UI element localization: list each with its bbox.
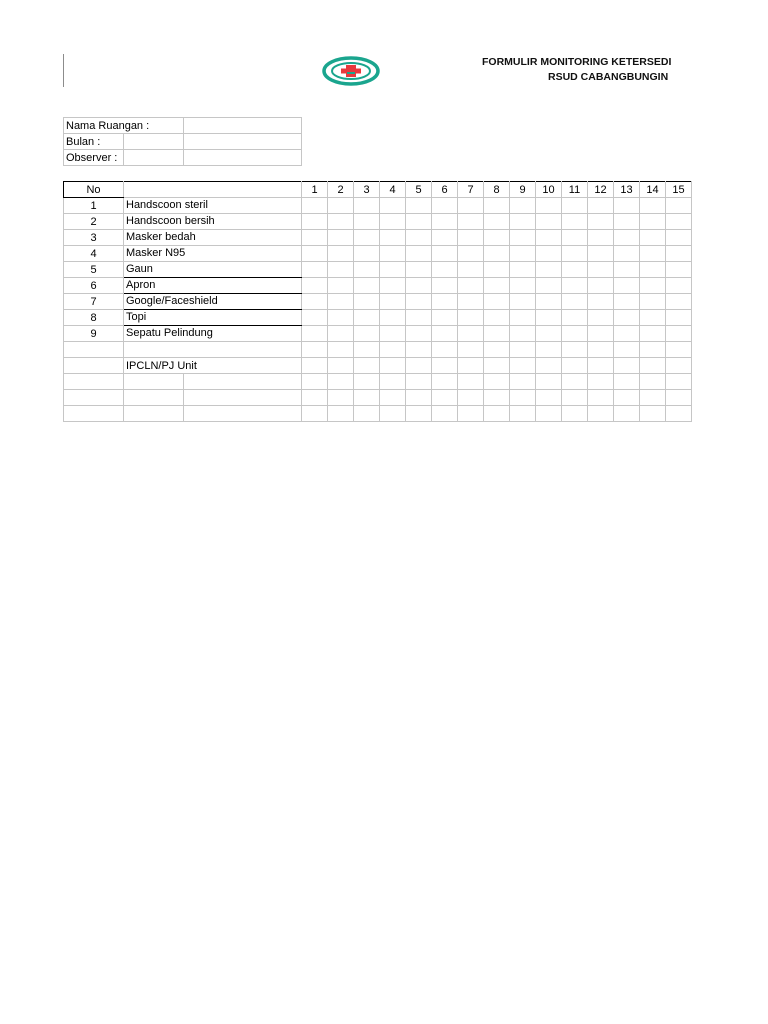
day-check-cell[interactable] [432, 294, 458, 310]
day-check-cell[interactable] [666, 198, 692, 214]
blank-row [64, 342, 692, 358]
blank-day-cell[interactable] [458, 374, 484, 390]
monitoring-table [63, 181, 692, 422]
item-name: Masker bedah [124, 230, 302, 246]
blank-day-cell[interactable] [354, 358, 380, 374]
day-check-cell[interactable] [536, 294, 562, 310]
blank-day-cell[interactable] [484, 390, 510, 406]
day-check-cell[interactable] [562, 326, 588, 342]
day-check-cell[interactable] [614, 198, 640, 214]
day-check-cell[interactable] [614, 294, 640, 310]
blank-day-cell[interactable] [484, 374, 510, 390]
day-check-cell[interactable] [354, 230, 380, 246]
month-label: Bulan : [64, 134, 124, 150]
blank-day-cell[interactable] [614, 374, 640, 390]
day-check-cell[interactable] [406, 198, 432, 214]
day-check-cell[interactable] [458, 310, 484, 326]
blank-day-cell[interactable] [380, 374, 406, 390]
day-check-cell[interactable] [380, 246, 406, 262]
day-column-header: 11 [562, 182, 588, 198]
blank-day-cell[interactable] [666, 358, 692, 374]
day-check-cell[interactable] [432, 246, 458, 262]
month-field-a[interactable] [124, 134, 184, 150]
day-check-cell[interactable] [380, 294, 406, 310]
day-check-cell[interactable] [640, 230, 666, 246]
blank-day-cell[interactable] [380, 390, 406, 406]
day-check-cell[interactable] [354, 246, 380, 262]
blank-day-cell[interactable] [640, 358, 666, 374]
day-check-cell[interactable] [614, 310, 640, 326]
day-check-cell[interactable] [484, 310, 510, 326]
blank-day-cell[interactable] [562, 406, 588, 422]
day-check-cell[interactable] [614, 262, 640, 278]
day-check-cell[interactable] [328, 230, 354, 246]
item-name: Masker N95 [124, 246, 302, 262]
day-check-cell[interactable] [588, 262, 614, 278]
blank-day-cell[interactable] [328, 358, 354, 374]
blank-row [64, 406, 692, 422]
table-row [64, 326, 692, 342]
day-check-cell[interactable] [458, 262, 484, 278]
day-column-header: 8 [484, 182, 510, 198]
day-check-cell[interactable] [406, 230, 432, 246]
day-check-cell[interactable] [458, 230, 484, 246]
day-check-cell[interactable] [328, 262, 354, 278]
day-check-cell[interactable] [510, 198, 536, 214]
item-number: 8 [64, 310, 124, 326]
day-check-cell[interactable] [432, 262, 458, 278]
day-check-cell[interactable] [380, 230, 406, 246]
day-check-cell[interactable] [328, 214, 354, 230]
blank-day-cell[interactable] [614, 390, 640, 406]
day-column-header: 3 [354, 182, 380, 198]
day-check-cell[interactable] [354, 262, 380, 278]
item-number: 4 [64, 246, 124, 262]
blank-cell[interactable] [184, 406, 302, 422]
day-check-cell[interactable] [380, 278, 406, 294]
day-check-cell[interactable] [640, 278, 666, 294]
room-name-label: Nama Ruangan : [64, 118, 184, 134]
blank-day-cell[interactable] [458, 406, 484, 422]
blank-day-cell[interactable] [458, 342, 484, 358]
blank-day-cell[interactable] [640, 342, 666, 358]
day-check-cell[interactable] [640, 246, 666, 262]
blank-day-cell[interactable] [432, 390, 458, 406]
blank-day-cell[interactable] [510, 374, 536, 390]
day-column-header: 6 [432, 182, 458, 198]
day-check-cell[interactable] [484, 278, 510, 294]
day-check-cell[interactable] [536, 278, 562, 294]
no-column-header: No [64, 182, 124, 198]
blank-day-cell[interactable] [666, 406, 692, 422]
item-name: Sepatu Pelindung [124, 326, 302, 342]
day-check-cell[interactable] [562, 310, 588, 326]
day-check-cell[interactable] [354, 198, 380, 214]
day-check-cell[interactable] [510, 230, 536, 246]
day-check-cell[interactable] [328, 198, 354, 214]
day-check-cell[interactable] [666, 326, 692, 342]
day-check-cell[interactable] [406, 278, 432, 294]
day-check-cell[interactable] [562, 214, 588, 230]
blank-day-cell[interactable] [354, 374, 380, 390]
blank-day-cell[interactable] [432, 374, 458, 390]
item-name: Gaun [124, 262, 302, 278]
blank-day-cell[interactable] [380, 342, 406, 358]
blank-cell[interactable] [64, 390, 124, 406]
blank-day-cell[interactable] [666, 342, 692, 358]
blank-day-cell[interactable] [458, 358, 484, 374]
item-name: Handscoon bersih [124, 214, 302, 230]
table-row [64, 310, 692, 326]
day-check-cell[interactable] [640, 326, 666, 342]
day-check-cell[interactable] [432, 230, 458, 246]
blank-day-cell[interactable] [458, 390, 484, 406]
table-row [64, 230, 692, 246]
day-check-cell[interactable] [666, 278, 692, 294]
item-number: 5 [64, 262, 124, 278]
item-column-header [124, 182, 302, 198]
day-check-cell[interactable] [380, 214, 406, 230]
day-check-cell[interactable] [406, 246, 432, 262]
day-check-cell[interactable] [380, 326, 406, 342]
blank-cell[interactable] [64, 374, 124, 390]
day-check-cell[interactable] [536, 198, 562, 214]
blank-day-cell[interactable] [640, 374, 666, 390]
day-check-cell[interactable] [484, 262, 510, 278]
blank-day-cell[interactable] [484, 406, 510, 422]
table-row [64, 214, 692, 230]
day-check-cell[interactable] [484, 246, 510, 262]
blank-day-cell[interactable] [562, 390, 588, 406]
day-check-cell[interactable] [302, 246, 328, 262]
day-check-cell[interactable] [458, 214, 484, 230]
day-check-cell[interactable] [536, 310, 562, 326]
blank-day-cell[interactable] [302, 390, 328, 406]
day-check-cell[interactable] [432, 198, 458, 214]
item-number: 2 [64, 214, 124, 230]
blank-day-cell[interactable] [614, 342, 640, 358]
blank-day-cell[interactable] [510, 406, 536, 422]
item-number: 1 [64, 198, 124, 214]
day-check-cell[interactable] [458, 294, 484, 310]
day-check-cell[interactable] [536, 246, 562, 262]
day-check-cell[interactable] [614, 214, 640, 230]
day-check-cell[interactable] [484, 230, 510, 246]
blank-day-cell[interactable] [588, 342, 614, 358]
item-name: Google/Faceshield [124, 294, 302, 310]
day-check-cell[interactable] [562, 294, 588, 310]
observer-field-b[interactable] [184, 150, 302, 166]
day-check-cell[interactable] [302, 310, 328, 326]
day-check-cell[interactable] [406, 310, 432, 326]
day-check-cell[interactable] [458, 278, 484, 294]
blank-cell[interactable] [124, 406, 184, 422]
blank-day-cell[interactable] [380, 406, 406, 422]
blank-day-cell[interactable] [328, 342, 354, 358]
item-number: 6 [64, 278, 124, 294]
table-row [64, 198, 692, 214]
day-check-cell[interactable] [640, 214, 666, 230]
blank-day-cell[interactable] [328, 390, 354, 406]
day-check-cell[interactable] [536, 214, 562, 230]
item-number: 9 [64, 326, 124, 342]
month-field-b[interactable] [184, 134, 302, 150]
day-check-cell[interactable] [536, 262, 562, 278]
blank-day-cell[interactable] [562, 358, 588, 374]
day-check-cell[interactable] [458, 198, 484, 214]
day-column-header: 1 [302, 182, 328, 198]
blank-day-cell[interactable] [510, 390, 536, 406]
table-header-row [64, 182, 692, 198]
blank-day-cell[interactable] [328, 406, 354, 422]
table-row [64, 294, 692, 310]
day-check-cell[interactable] [666, 310, 692, 326]
blank-day-cell[interactable] [406, 342, 432, 358]
day-column-header: 13 [614, 182, 640, 198]
day-check-cell[interactable] [302, 326, 328, 342]
day-check-cell[interactable] [510, 262, 536, 278]
blank-day-cell[interactable] [302, 406, 328, 422]
item-number: 7 [64, 294, 124, 310]
blank-day-cell[interactable] [354, 390, 380, 406]
day-check-cell[interactable] [614, 246, 640, 262]
table-row [64, 246, 692, 262]
blank-day-cell[interactable] [354, 406, 380, 422]
day-check-cell[interactable] [354, 278, 380, 294]
blank-day-cell[interactable] [536, 406, 562, 422]
day-check-cell[interactable] [588, 326, 614, 342]
item-number: 3 [64, 230, 124, 246]
blank-cell[interactable] [184, 390, 302, 406]
day-check-cell[interactable] [588, 310, 614, 326]
day-check-cell[interactable] [562, 230, 588, 246]
blank-day-cell[interactable] [510, 358, 536, 374]
page-margin-marker [63, 54, 64, 87]
blank-day-cell[interactable] [406, 358, 432, 374]
day-check-cell[interactable] [484, 294, 510, 310]
form-title-line1: FORMULIR MONITORING KETERSEDI [482, 56, 672, 68]
blank-cell[interactable] [64, 406, 124, 422]
blank-day-cell[interactable] [588, 390, 614, 406]
blank-row [64, 390, 692, 406]
blank-cell[interactable] [124, 342, 302, 358]
day-check-cell[interactable] [328, 310, 354, 326]
day-check-cell[interactable] [562, 198, 588, 214]
day-check-cell[interactable] [510, 326, 536, 342]
table-row [64, 262, 692, 278]
blank-day-cell[interactable] [432, 358, 458, 374]
day-column-header: 5 [406, 182, 432, 198]
blank-day-cell[interactable] [588, 406, 614, 422]
day-check-cell[interactable] [484, 198, 510, 214]
day-check-cell[interactable] [458, 246, 484, 262]
blank-cell[interactable] [184, 374, 302, 390]
blank-day-cell[interactable] [406, 374, 432, 390]
day-check-cell[interactable] [510, 246, 536, 262]
day-check-cell[interactable] [406, 262, 432, 278]
blank-cell[interactable] [124, 390, 184, 406]
observer-field-a[interactable] [124, 150, 184, 166]
day-check-cell[interactable] [666, 294, 692, 310]
day-check-cell[interactable] [380, 198, 406, 214]
day-check-cell[interactable] [432, 278, 458, 294]
day-check-cell[interactable] [640, 198, 666, 214]
blank-day-cell[interactable] [406, 390, 432, 406]
blank-day-cell[interactable] [432, 342, 458, 358]
blank-cell[interactable] [124, 374, 184, 390]
blank-day-cell[interactable] [484, 342, 510, 358]
info-table [63, 117, 302, 166]
day-check-cell[interactable] [536, 326, 562, 342]
blank-day-cell[interactable] [432, 406, 458, 422]
observer-label: Observer : [64, 150, 124, 166]
day-check-cell[interactable] [614, 230, 640, 246]
blank-day-cell[interactable] [328, 374, 354, 390]
blank-day-cell[interactable] [380, 358, 406, 374]
table-row [64, 278, 692, 294]
day-check-cell[interactable] [562, 246, 588, 262]
day-check-cell[interactable] [328, 294, 354, 310]
day-check-cell[interactable] [510, 310, 536, 326]
day-check-cell[interactable] [640, 262, 666, 278]
blank-day-cell[interactable] [640, 390, 666, 406]
day-check-cell[interactable] [588, 214, 614, 230]
day-check-cell[interactable] [510, 278, 536, 294]
day-check-cell[interactable] [614, 278, 640, 294]
blank-cell[interactable] [64, 358, 124, 374]
day-check-cell[interactable] [380, 310, 406, 326]
day-check-cell[interactable] [458, 326, 484, 342]
day-check-cell[interactable] [354, 326, 380, 342]
day-check-cell[interactable] [640, 310, 666, 326]
day-check-cell[interactable] [588, 230, 614, 246]
ipcln-label: IPCLN/PJ Unit [124, 358, 302, 374]
day-check-cell[interactable] [666, 230, 692, 246]
day-column-header: 12 [588, 182, 614, 198]
day-check-cell[interactable] [354, 214, 380, 230]
item-name: Topi [124, 310, 302, 326]
day-check-cell[interactable] [666, 246, 692, 262]
blank-day-cell[interactable] [562, 342, 588, 358]
hospital-cross-logo-icon [321, 56, 381, 86]
hospital-name: RSUD CABANGBUNGIN [548, 71, 669, 83]
day-check-cell[interactable] [510, 294, 536, 310]
day-check-cell[interactable] [484, 326, 510, 342]
day-check-cell[interactable] [302, 214, 328, 230]
blank-day-cell[interactable] [562, 374, 588, 390]
day-column-header: 10 [536, 182, 562, 198]
day-check-cell[interactable] [484, 214, 510, 230]
day-check-cell[interactable] [328, 246, 354, 262]
day-check-cell[interactable] [328, 326, 354, 342]
day-check-cell[interactable] [380, 262, 406, 278]
blank-day-cell[interactable] [536, 358, 562, 374]
day-check-cell[interactable] [562, 262, 588, 278]
blank-day-cell[interactable] [666, 374, 692, 390]
blank-day-cell[interactable] [666, 390, 692, 406]
item-name: Handscoon steril [124, 198, 302, 214]
blank-day-cell[interactable] [588, 374, 614, 390]
blank-day-cell[interactable] [510, 342, 536, 358]
day-check-cell[interactable] [562, 278, 588, 294]
day-check-cell[interactable] [614, 326, 640, 342]
blank-day-cell[interactable] [614, 406, 640, 422]
blank-day-cell[interactable] [536, 342, 562, 358]
day-check-cell[interactable] [354, 310, 380, 326]
blank-cell[interactable] [64, 342, 124, 358]
day-check-cell[interactable] [588, 294, 614, 310]
day-check-cell[interactable] [406, 294, 432, 310]
day-check-cell[interactable] [302, 294, 328, 310]
blank-day-cell[interactable] [536, 390, 562, 406]
blank-day-cell[interactable] [354, 342, 380, 358]
day-column-header: 14 [640, 182, 666, 198]
day-check-cell[interactable] [302, 198, 328, 214]
day-check-cell[interactable] [588, 278, 614, 294]
day-column-header: 4 [380, 182, 406, 198]
blank-day-cell[interactable] [302, 342, 328, 358]
blank-row [64, 358, 692, 374]
day-check-cell[interactable] [588, 246, 614, 262]
day-check-cell[interactable] [510, 214, 536, 230]
blank-day-cell[interactable] [588, 358, 614, 374]
day-check-cell[interactable] [406, 214, 432, 230]
day-check-cell[interactable] [588, 198, 614, 214]
blank-day-cell[interactable] [302, 358, 328, 374]
day-check-cell[interactable] [302, 278, 328, 294]
day-column-header: 15 [666, 182, 692, 198]
day-check-cell[interactable] [406, 326, 432, 342]
blank-day-cell[interactable] [536, 374, 562, 390]
day-check-cell[interactable] [302, 262, 328, 278]
item-name: Apron [124, 278, 302, 294]
blank-day-cell[interactable] [484, 358, 510, 374]
day-check-cell[interactable] [432, 214, 458, 230]
day-check-cell[interactable] [432, 326, 458, 342]
day-check-cell[interactable] [354, 294, 380, 310]
day-column-header: 7 [458, 182, 484, 198]
blank-day-cell[interactable] [614, 358, 640, 374]
day-check-cell[interactable] [640, 294, 666, 310]
blank-day-cell[interactable] [640, 406, 666, 422]
blank-day-cell[interactable] [406, 406, 432, 422]
room-name-field[interactable] [184, 118, 302, 134]
day-column-header: 9 [510, 182, 536, 198]
day-check-cell[interactable] [666, 214, 692, 230]
day-check-cell[interactable] [302, 230, 328, 246]
blank-day-cell[interactable] [302, 374, 328, 390]
day-check-cell[interactable] [328, 278, 354, 294]
blank-row [64, 374, 692, 390]
day-column-header: 2 [328, 182, 354, 198]
day-check-cell[interactable] [666, 262, 692, 278]
day-check-cell[interactable] [432, 310, 458, 326]
day-check-cell[interactable] [536, 230, 562, 246]
